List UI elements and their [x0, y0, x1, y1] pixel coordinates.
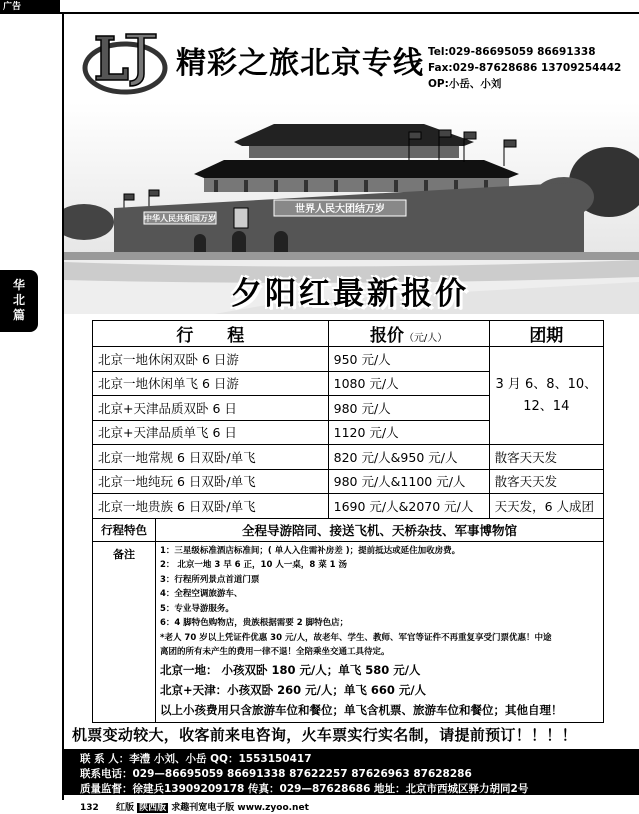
dates-cell: 天天发，6 人成团 — [489, 494, 603, 519]
brand-label: 红版 — [115, 803, 134, 813]
edition-badge: 陕西版 — [139, 803, 167, 813]
note-line: 1：三星级标准酒店标准间；( 单人入住需补房差 )；提前抵达或延住加收房费。 — [160, 545, 461, 556]
dates-header: 团期 — [489, 321, 603, 347]
note-line: 离团的所有未产生的费用一律不退！全陪乘坐交通工具待定。 — [160, 647, 390, 657]
features-text: 全程导游陪同、接送飞机、天桥杂技、军事博物馆 — [156, 518, 604, 541]
tel-line: Tel:029-86695059 86691338 — [428, 46, 596, 58]
headline: 夕阳红最新报价 — [231, 276, 469, 312]
price-table — [92, 320, 604, 723]
route-header: 行 程 — [93, 321, 329, 347]
price-cell: 1690 元/人&2070 元/人 — [328, 494, 489, 519]
note-line: 2： 北京一地 3 早 6 正，10 人一桌，8 菜 1 汤 — [160, 560, 348, 570]
footer-contact-bar — [64, 749, 639, 795]
route-cell: 北京一地休闲单飞 6 日游 — [93, 371, 329, 396]
op-line: OP:小岳、小刘 — [428, 78, 502, 90]
price-cell: 1120 元/人 — [328, 420, 489, 445]
table-row — [93, 445, 604, 470]
route-cell: 北京+天津品质单飞 6 日 — [93, 420, 329, 445]
note-line: 6：4 脚特色购物店，贵族根据需要 2 脚特色店； — [160, 618, 349, 628]
notes-row — [93, 541, 604, 722]
table-header-row — [93, 321, 604, 347]
region-side-tab — [0, 270, 38, 332]
note-line: 3：行程所列景点首道门票 — [160, 574, 260, 585]
booking-warning: 机票变动较大，收客前来电咨询，火车票实行实名制，请提前预订！！！！ — [72, 726, 577, 744]
child-price-line: 北京一地： 小孩双卧 180 元/人；单飞 580 元/人 — [160, 662, 421, 677]
wall-sign-right: 世界人民大团结万岁 — [295, 204, 385, 215]
group-dates-cell — [489, 347, 603, 445]
top-rule — [60, 12, 639, 14]
child-price-line: 以上小孩费用只含旅游车位和餐位；单飞含机票、旅游车位和餐位；其他自理！ — [160, 702, 563, 717]
contact-block — [428, 44, 621, 92]
price-cell: 980 元/人&1100 元/人 — [328, 469, 489, 494]
company-logo — [82, 28, 168, 98]
price-unit: （元/人） — [403, 333, 448, 344]
page-footer — [80, 800, 309, 813]
page-title: 精彩之旅北京专线 — [176, 46, 424, 81]
route-cell: 北京一地纯玩 6 日双卧/单飞 — [93, 469, 329, 494]
table-row — [93, 347, 604, 372]
footer-line: 联系电话：029—86695059 86691338 87622257 87626963 87628286 — [80, 768, 472, 780]
ad-tag: 广告 — [0, 0, 60, 14]
route-cell: 北京一地常规 6 日双卧/单飞 — [93, 445, 329, 470]
page-number: 132 — [80, 803, 99, 813]
price-cell: 980 元/人 — [328, 396, 489, 421]
table-row — [93, 494, 604, 519]
notes-label: 备注 — [93, 541, 156, 722]
price-cell: 1080 元/人 — [328, 371, 489, 396]
route-cell: 北京+天津品质双卧 6 日 — [93, 396, 329, 421]
route-cell: 北京一地贵族 6 日双卧/单飞 — [93, 494, 329, 519]
fax-line: Fax:029-87628686 13709254442 — [428, 62, 622, 74]
route-cell: 北京一地休闲双卧 6 日游 — [93, 347, 329, 372]
note-line: 4：全程空调旅游车、 — [160, 589, 243, 599]
dates-cell: 散客天天发 — [489, 469, 603, 494]
price-header: 报价（元/人） — [328, 321, 489, 347]
price-cell: 820 元/人&950 元/人 — [328, 445, 489, 470]
features-row — [93, 518, 604, 541]
side-tab-char: 华 — [12, 278, 25, 292]
table-row — [93, 469, 604, 494]
side-tab-char: 篇 — [12, 308, 25, 322]
website-text: 求趣刊宽电子版 www.zyoo.net — [171, 803, 309, 813]
group-dates-line: 12、14 — [523, 398, 570, 414]
child-price-line: 北京+天津：小孩双卧 260 元/人；单飞 660 元/人 — [160, 682, 427, 697]
features-label: 行程特色 — [93, 518, 156, 541]
footer-line: 质量监督：徐建兵13909209178 传真：029—87628686 地址：北京市西城区驿力胡同2号 — [80, 783, 529, 795]
note-line: 5：专业导游服务。 — [160, 603, 234, 614]
notes-cell — [156, 541, 604, 722]
footer-line: 联 系 人：李澧 小刘、小岳 QQ：1553150417 — [80, 753, 312, 765]
dates-cell: 散客天天发 — [489, 445, 603, 470]
side-tab-char: 北 — [12, 293, 25, 307]
group-dates-line: 3 月 6、8、10、 — [495, 376, 598, 392]
wall-sign-left: 中华人民共和国万岁 — [144, 214, 216, 223]
note-line: *老人 70 岁以上凭证件优惠 30 元/人，故老年、学生、教师、军官等证件不再重复享受门票优惠！中途 — [160, 632, 552, 643]
price-cell: 950 元/人 — [328, 347, 489, 372]
